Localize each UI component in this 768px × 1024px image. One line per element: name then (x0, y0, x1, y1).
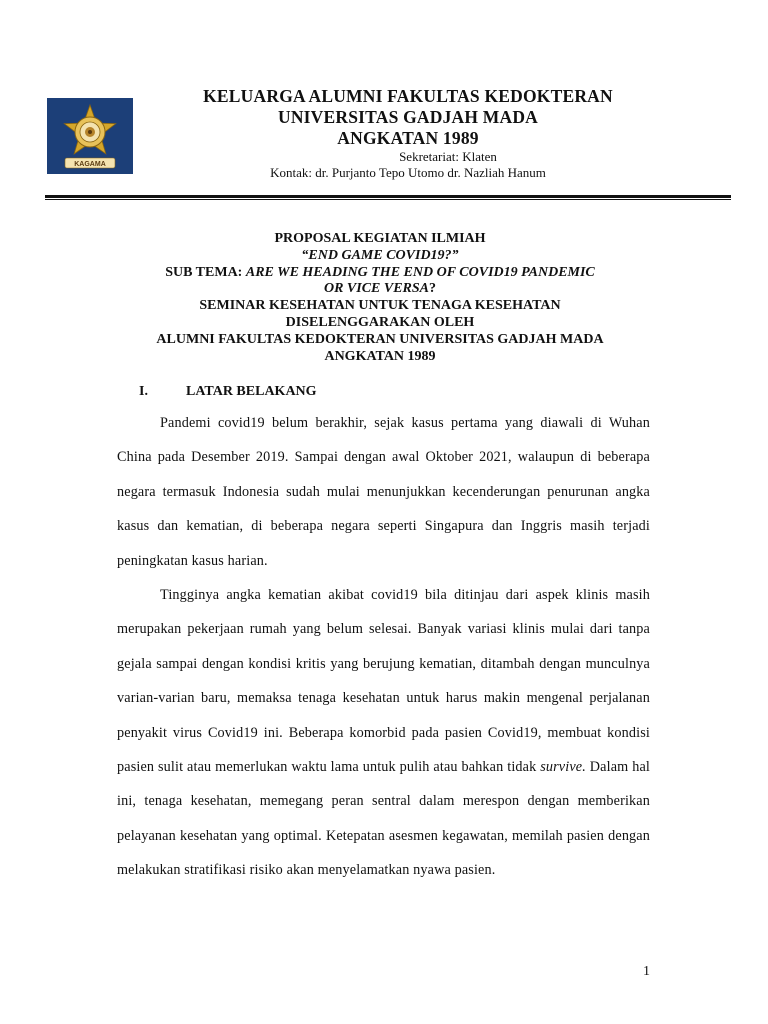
letterhead-text (150, 86, 666, 181)
header-line-3: ANGKATAN 1989 (337, 128, 479, 148)
title-line-5: SEMINAR KESEHATAN UNTUK TENAGA KESEHATAN (199, 298, 561, 314)
logo-text: KAGAMA (74, 161, 106, 168)
title-line-1: PROPOSAL KEGIATAN ILMIAH (274, 231, 486, 246)
header-divider-thick (45, 195, 731, 198)
letterhead (0, 0, 768, 210)
kagama-logo-icon (47, 98, 133, 174)
body-text (117, 406, 650, 888)
title-line-2: “END GAME COVID19?” (301, 247, 459, 263)
header-line-2: UNIVERSITAS GADJAH MADA (278, 107, 538, 127)
paragraph-2-part-a: Tingginya angka kematian akibat covid19 bila ditinjau dari aspek klinis masih merupakan pekerjaan rumah yang belum selesai. Banyak variasi klinis mulai dari tanpa gejala sampai dengan kondisi kritis yang berujung kematian, ditambah dengan munculnya varian-varian baru, memaksa tenaga kesehatan untuk harus makin mengenal perjalanan penyakit virus Covid19 ini. Beberapa komorbid pada pasien Covid19, membuat kondisi pasien sulit atau memerlukan waktu lama untuk pulih atau bahkan tidak (117, 587, 650, 776)
paragraph-2-part-b: Dalam hal ini, tenaga kesehatan, memegang peran sentral dalam merespon dengan memberikan pelayanan kesehatan yang optimal. Ketepatan asesmen kegawatan, memilah pasien dengan melakukan stratifikasi risiko akan menyelamatkan nyawa pasien. (117, 759, 650, 879)
subtheme-text: ARE WE HEADING THE END OF COVID19 PANDEMIC (245, 264, 595, 280)
header-line-1: KELUARGA ALUMNI FAKULTAS KEDOKTERAN (203, 86, 613, 106)
title-line-4 (110, 281, 650, 298)
paragraph-2 (117, 578, 650, 888)
paragraph-2-italic: survive. (540, 759, 586, 776)
proposal-title (110, 231, 650, 365)
section-title: LATAR BELAKANG (186, 384, 317, 399)
subtheme-text-cont: OR VICE VERSA (323, 281, 430, 297)
page-number: 1 (643, 964, 650, 979)
section-number: I. (139, 384, 148, 399)
subtheme-qmark: ? (429, 281, 437, 297)
title-line-8: ANGKATAN 1989 (324, 348, 436, 364)
title-line-3 (110, 265, 650, 282)
contact-text: Kontak: dr. Purjanto Tepo Utomo dr. Nazliah Hanum (270, 165, 546, 180)
title-line-7: ALUMNI FAKULTAS KEDOKTERAN UNIVERSITAS GADJAH MADA (156, 331, 604, 347)
title-line-6: DISELENGGARAKAN OLEH (285, 314, 475, 330)
section-heading (139, 384, 317, 400)
subtheme-label: SUB TEMA: (165, 264, 246, 280)
paragraph-1: Pandemi covid19 belum berakhir, sejak kasus pertama yang diawali di Wuhan China pada Desember 2019. Sampai dengan awal Oktober 2021, walaupun di beberapa negara termasuk Indonesia sudah mulai menunjukkan kecenderungan penurunan angka kasus dan kematian, di beberapa negara seperti Singapura dan Inggris masih terjadi peningkatan kasus harian. (117, 415, 650, 569)
secretariat-text: Sekretariat: Klaten (399, 149, 497, 164)
header-divider-thin (45, 199, 731, 200)
